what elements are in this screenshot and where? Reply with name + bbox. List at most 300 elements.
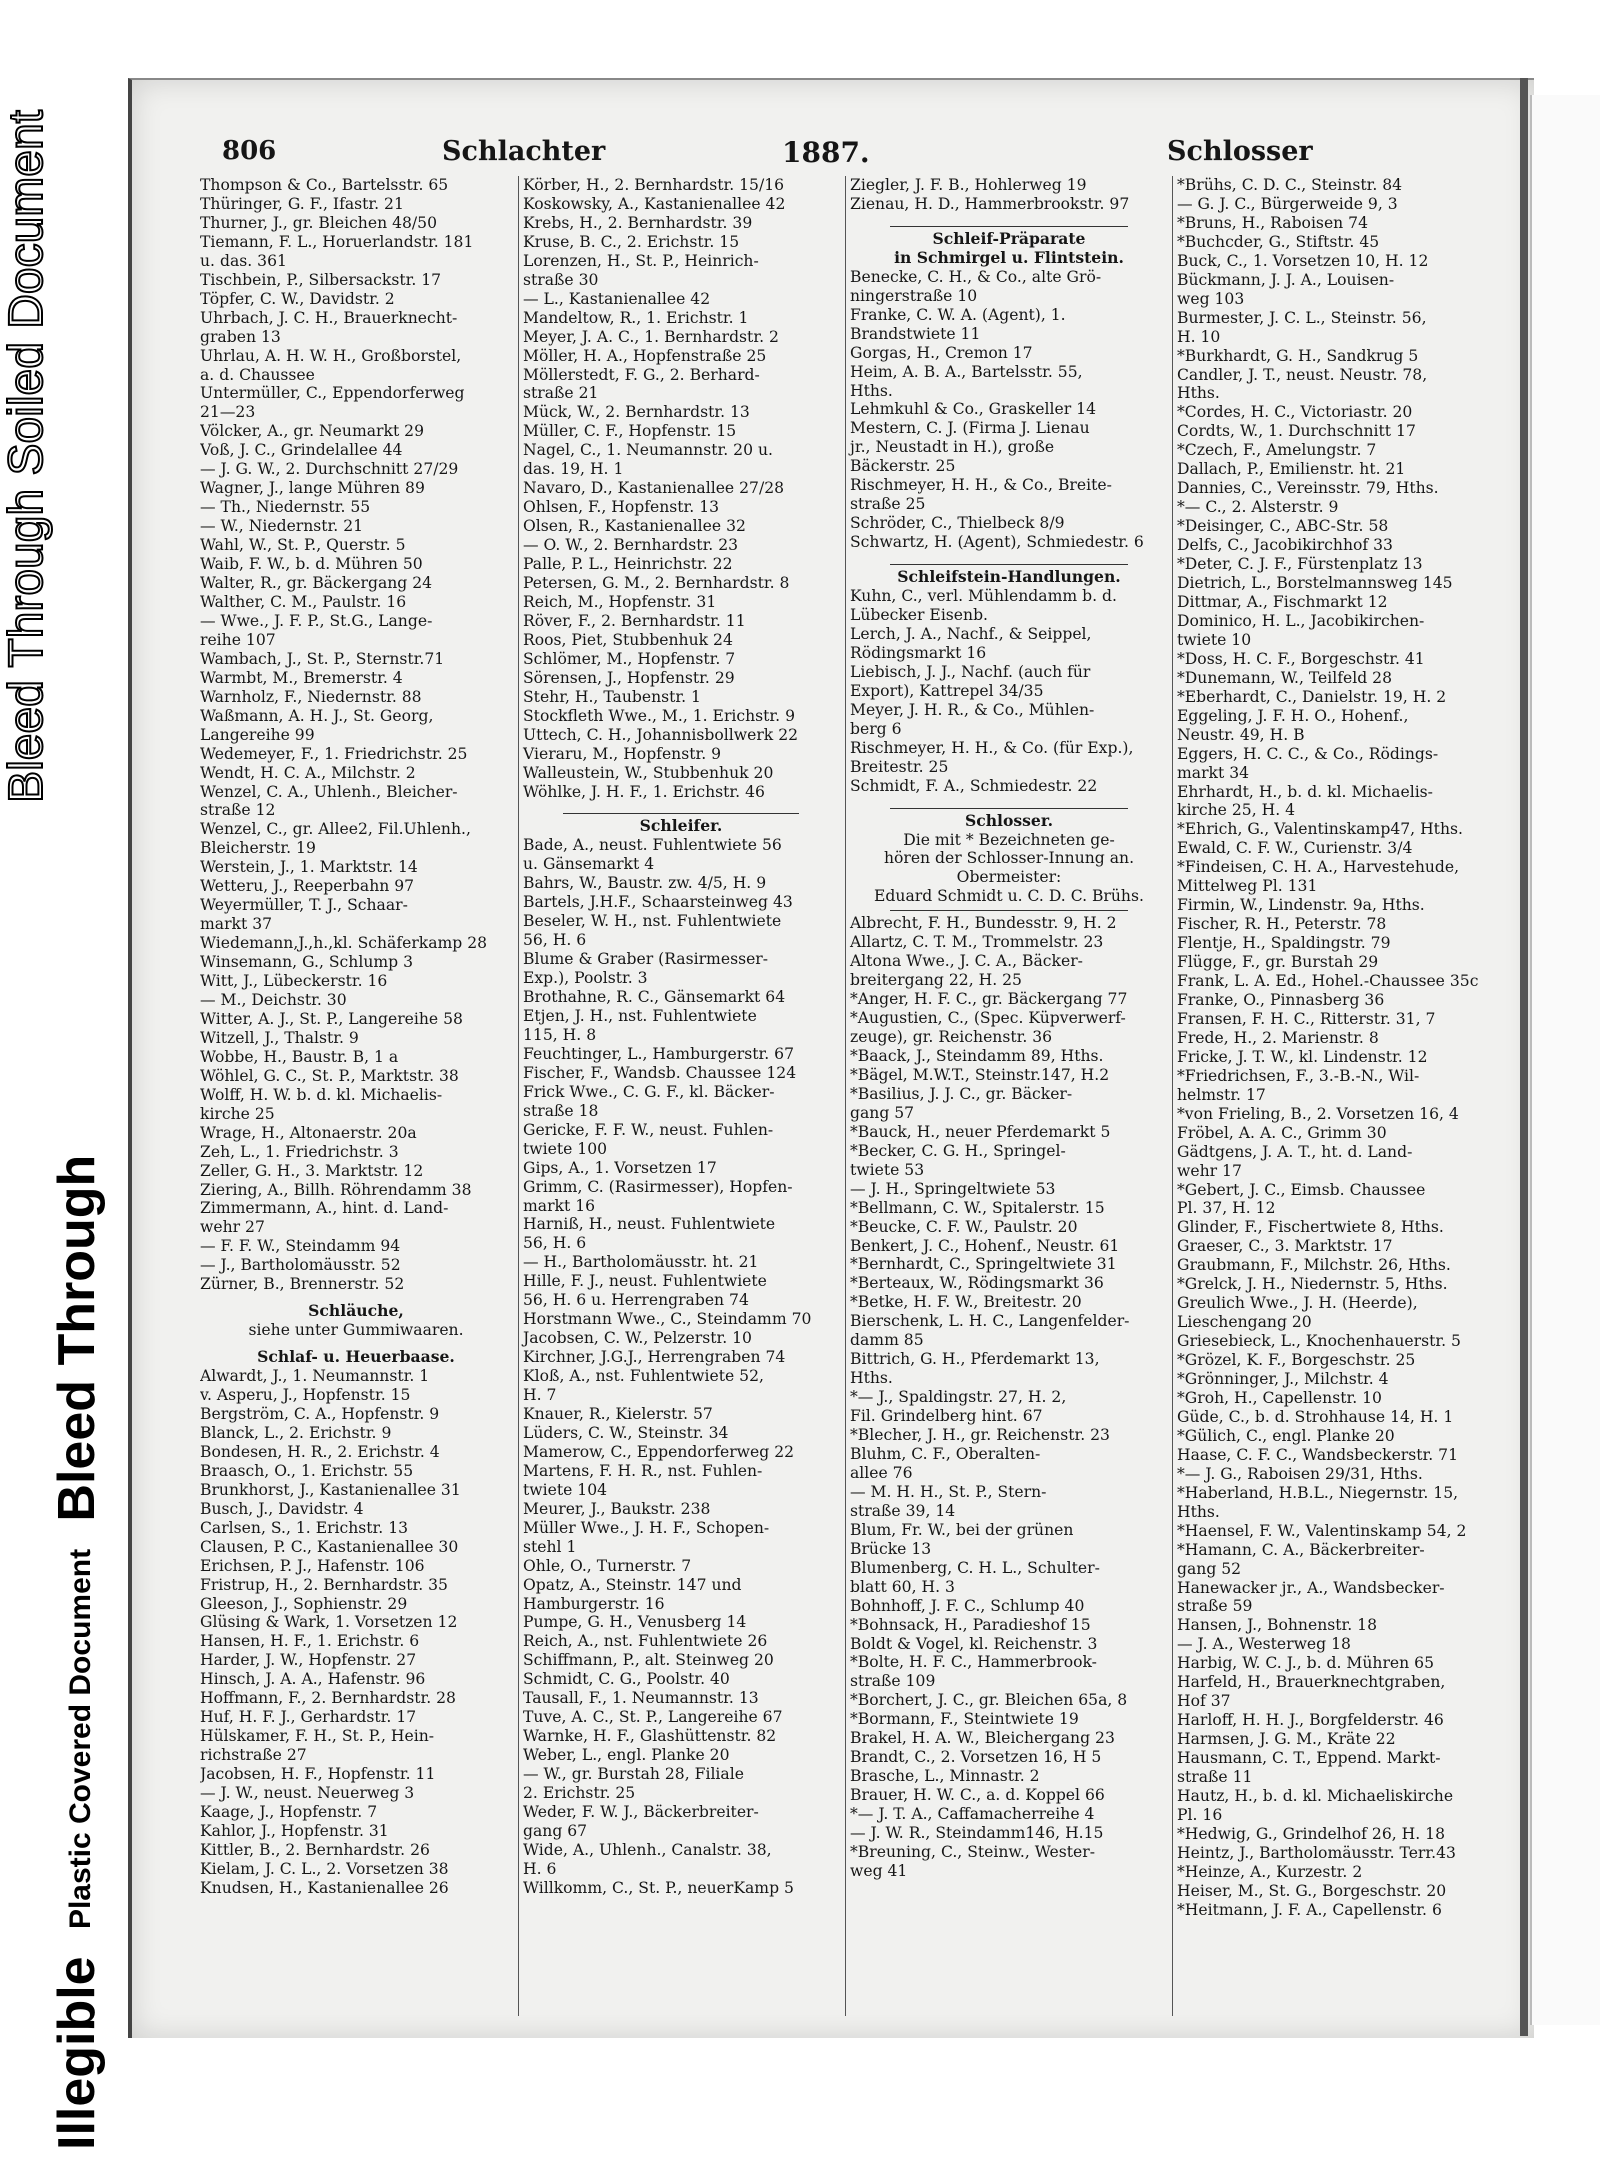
section-heading: Schlaf- u. Heuerbaase. (257, 1347, 455, 1367)
directory-entry: Langereihe 99 (200, 725, 315, 744)
directory-entry: Flentje, H., Spaldingstr. 79 (1177, 934, 1391, 953)
directory-entry: *— J., Spaldingstr. 27, H. 2, (850, 1388, 1067, 1407)
directory-entry: Rischmeyer, H. H., & Co., Breite- (850, 476, 1112, 495)
directory-entry: Untermüller, C., Eppendorferweg (200, 384, 465, 403)
directory-entry: Jacobsen, H. F., Hopfenstr. 11 (200, 1765, 436, 1784)
directory-entry: Brunkhorst, J., Kastanienallee 31 (200, 1480, 461, 1499)
stamp-line-illegible (47, 110, 106, 2150)
directory-entry: Knudsen, H., Kastanienallee 26 (200, 1878, 449, 1897)
directory-entry: Ohle, O., Turnerstr. 7 (523, 1556, 692, 1575)
directory-entry: Mamerow, C., Eppendorferweg 22 (523, 1442, 795, 1461)
directory-entry: Petersen, G. M., 2. Bernhardstr. 8 (523, 574, 790, 593)
directory-entry: Benkert, J. C., Hohenf., Neustr. 61 (850, 1236, 1120, 1255)
directory-entry: *Bägel, M.W.T., Steinstr.147, H.2 (850, 1065, 1110, 1084)
directory-entry: *Czech, F., Amelungstr. 7 (1177, 441, 1377, 460)
directory-entry: Hoffmann, F., 2. Bernhardstr. 28 (200, 1689, 456, 1708)
directory-entry: — J., Bartholomäusstr. 52 (200, 1256, 401, 1275)
directory-entry: Frick Wwe., C. G. F., kl. Bäcker- (523, 1082, 775, 1101)
directory-entry: Winsemann, G., Schlump 3 (200, 953, 414, 972)
directory-entry: *Hamann, C. A., Bäckerbreiter- (1177, 1540, 1425, 1559)
directory-entry: Schröder, C., Thielbeck 8/9 (850, 514, 1065, 533)
directory-entry: Graubmann, F., Milchstr. 26, Hths. (1177, 1256, 1451, 1275)
directory-entry: Olsen, R., Kastanienallee 32 (523, 517, 746, 536)
directory-entry: Bittrich, G. H., Pferdemarkt 13, (850, 1350, 1100, 1369)
directory-entry: Zeh, L., 1. Friedrichstr. 3 (200, 1142, 399, 1161)
directory-entry: Export), Kattrepel 34/35 (850, 681, 1044, 700)
directory-entry: graben 13 (200, 327, 281, 346)
directory-entry: Kielam, J. C. L., 2. Vorsetzen 38 (200, 1859, 449, 1878)
directory-entry: Martens, F. H. R., nst. Fuhlen- (523, 1461, 763, 1480)
directory-entry: Warnholz, F., Niedernstr. 88 (200, 687, 422, 706)
directory-entry: *Groh, H., Capellenstr. 10 (1177, 1389, 1382, 1407)
directory-entry: *Eberhardt, C., Danielstr. 19, H. 2 (1177, 687, 1447, 706)
directory-entry: Brandstwiete 11 (850, 324, 981, 343)
directory-entry: Delfs, C., Jacobikirchhof 33 (1177, 536, 1393, 555)
directory-entry: Waib, F. W., b. d. Mühren 50 (200, 555, 423, 574)
directory-entry: *Grözel, K. F., Borgeschstr. 25 (1177, 1351, 1416, 1370)
directory-entry: *Bernhardt, C., Springeltwiete 31 (850, 1255, 1117, 1274)
directory-entry: Gleeson, J., Sophienstr. 29 (200, 1594, 408, 1613)
directory-entry: Hinsch, J. A. A., Hafenstr. 96 (200, 1670, 426, 1689)
directory-entry: Breitestr. 25 (850, 757, 949, 776)
directory-entry: das. 19, H. 1 (523, 460, 624, 479)
next-page-gutter (1530, 95, 1600, 2025)
directory-entry: Bade, A., neust. Fuhlentwiete 56 (523, 836, 782, 855)
directory-entry: Brakel, H. A. W., Bleichergang 23 (850, 1729, 1115, 1748)
directory-entry: *Burkhardt, G. H., Sandkrug 5 (1177, 346, 1419, 365)
directory-entry: H. 7 (523, 1386, 557, 1405)
directory-entry: Wedemeyer, F., 1. Friedrichstr. 25 (200, 744, 468, 763)
directory-entry: *Beucke, C. F. W., Paulstr. 20 (850, 1217, 1078, 1236)
directory-entry: Hths. (1177, 1502, 1220, 1521)
directory-entry: Allartz, C. T. M., Trommelstr. 23 (850, 933, 1104, 952)
directory-entry: Voß, J. C., Grindelallee 44 (200, 441, 403, 460)
stamp-bleed-through-bold: Bleed Through (47, 1154, 106, 1522)
directory-entry: Harniß, H., neust. Fuhlentwiete (523, 1215, 776, 1234)
directory-entry: Brandt, C., 2. Vorsetzen 16, H 5 (850, 1748, 1102, 1767)
directory-entry: kirche 25 (200, 1104, 275, 1123)
directory-entry: *Berteaux, W., Rödingsmarkt 36 (850, 1274, 1104, 1293)
directory-entry: Weder, F. W. J., Bäckerbreiter- (523, 1803, 759, 1822)
directory-entry: *von Frieling, B., 2. Vorsetzen 16, 4 (1177, 1104, 1459, 1123)
directory-entry: Nagel, C., 1. Neumannstr. 20 u. (523, 441, 773, 460)
column-2 (518, 176, 839, 2016)
directory-entry: stehl 1 (523, 1537, 577, 1556)
directory-entry: Thompson & Co., Bartelsstr. 65 (200, 176, 449, 194)
directory-columns (200, 176, 1522, 2016)
directory-entry: straße 109 (850, 1672, 936, 1691)
directory-entry: Möllerstedt, F. G., 2. Berhard- (523, 365, 760, 384)
directory-entry: — W., gr. Burstah 28, Filiale (523, 1765, 744, 1784)
directory-entry: Opatz, A., Steinstr. 147 und (523, 1575, 742, 1594)
directory-entry: jr., Neustadt in H.), große (850, 438, 1055, 457)
directory-entry: Schiffmann, P., alt. Steinweg 20 (523, 1651, 774, 1670)
directory-entry: Harder, J. W., Hopfenstr. 27 (200, 1651, 417, 1670)
directory-entry: straße 21 (523, 384, 599, 403)
directory-entry: Navaro, D., Kastanienallee 27/28 (523, 479, 785, 498)
directory-entry: Fischer, F., Wandsb. Chaussee 124 (523, 1063, 797, 1082)
directory-entry: Ziering, A., Billh. Röhrendamm 38 (200, 1180, 472, 1199)
directory-entry: Koskowsky, A., Kastanienallee 42 (523, 194, 786, 213)
directory-entry: Zürner, B., Brennerstr. 52 (200, 1275, 405, 1294)
directory-entry: Dallach, P., Emilienstr. ht. 21 (1177, 460, 1406, 479)
directory-entry: Uhrlau, A. H. W. H., Großborstel, (200, 346, 462, 365)
directory-entry: — J. G. W., 2. Durchschnitt 27/29 (200, 460, 459, 479)
directory-entry: Bleicherstr. 19 (200, 839, 316, 858)
column-3 (845, 176, 1168, 2016)
directory-entry: — M., Deichstr. 30 (200, 990, 347, 1009)
directory-entry: Körber, H., 2. Bernhardstr. 15/16 (523, 176, 785, 194)
spacer (523, 801, 839, 809)
directory-entry: Candler, J. T., neust. Neustr. 78, (1177, 365, 1428, 384)
directory-entry: Walter, R., gr. Bäckergang 24 (200, 574, 433, 593)
directory-entry: Zimmermann, A., hint. d. Land- (200, 1199, 449, 1218)
directory-entry: Brasche, L., Minnastr. 2 (850, 1767, 1040, 1786)
directory-entry: Exp.), Poolstr. 3 (523, 969, 648, 988)
directory-entry: *Breuning, C., Steinw., Wester- (850, 1843, 1095, 1862)
directory-entry: Lorenzen, H., St. P., Heinrich- (523, 251, 759, 270)
directory-entry: Clausen, P. C., Kastanienallee 30 (200, 1537, 459, 1556)
directory-entry: Blumenberg, C. H. L., Schulter- (850, 1558, 1100, 1577)
directory-entry: Weyermüller, T. J., Schaar- (200, 896, 408, 915)
directory-entry: Schwartz, H. (Agent), Schmiedestr. 6 (850, 533, 1144, 552)
directory-entry: 56, H. 6 u. Herrengraben 74 (523, 1291, 749, 1310)
directory-entry: wehr 17 (1177, 1161, 1242, 1180)
directory-entry: Boldt & Vogel, kl. Reichenstr. 3 (850, 1634, 1098, 1653)
directory-entry: *Dunemann, W., Teilfeld 28 (1177, 668, 1393, 687)
directory-entry: Walleustein, W., Stubbenhuk 20 (523, 763, 774, 782)
section-rule (890, 910, 1128, 911)
directory-entry: 2. Erichstr. 25 (523, 1784, 636, 1803)
directory-entry: Müller, C. F., Hopfenstr. 15 (523, 422, 737, 441)
directory-entry: Graeser, C., 3. Marktstr. 17 (1177, 1237, 1393, 1256)
directory-entry: Erichsen, P. J., Hafenstr. 106 (200, 1556, 425, 1575)
directory-entry: Pl. 37, H. 12 (1177, 1199, 1276, 1218)
directory-entry: richstraße 27 (200, 1746, 307, 1765)
directory-entry: — J. W., neust. Neuerweg 3 (200, 1784, 415, 1803)
directory-entry: *Bruns, H., Raboisen 74 (1177, 213, 1369, 232)
directory-entry: Bondesen, H. R., 2. Erichstr. 4 (200, 1442, 440, 1461)
directory-entry: Eggers, H. C. C., & Co., Rödings- (1177, 744, 1439, 763)
directory-entry: Völcker, A., gr. Neumarkt 29 (200, 422, 425, 441)
section-heading: Schleifer. (639, 816, 723, 836)
directory-entry: a. d. Chaussee (200, 365, 315, 384)
directory-entry: Meyer, J. H. R., & Co., Mühlen- (850, 700, 1095, 719)
directory-entry: *Haberland, H.B.L., Niegernstr. 15, (1177, 1483, 1459, 1502)
directory-entry: Hille, F. J., neust. Fuhlentwiete (523, 1272, 767, 1291)
directory-entry: Knauer, R., Kielerstr. 57 (523, 1405, 713, 1423)
spacer (850, 214, 1168, 222)
directory-entry: Wambach, J., St. P., Sternstr.71 (200, 649, 445, 668)
directory-entry: Zienau, H. D., Hammerbrookstr. 97 (850, 194, 1130, 213)
directory-entry: Griesebieck, L., Knochenhauerstr. 5 (1177, 1332, 1461, 1351)
directory-entry: *Doss, H. C. F., Borgeschstr. 41 (1177, 649, 1425, 668)
directory-entry: Blum, Fr. W., bei der grünen (850, 1520, 1074, 1539)
directory-entry: Lüders, C. W., Steinstr. 34 (523, 1423, 729, 1442)
directory-entry: Bartels, J.H.F., Schaarsteinweg 43 (523, 893, 793, 912)
directory-entry: twiete 100 (523, 1139, 608, 1158)
directory-entry: Franke, C. W. A. (Agent), 1. (850, 305, 1066, 324)
directory-entry: Blanck, L., 2. Erichstr. 9 (200, 1423, 392, 1442)
directory-entry: u. das. 361 (200, 251, 287, 270)
directory-entry: Fil. Grindelberg hint. 67 (850, 1407, 1043, 1426)
directory-entry: — Th., Niedernstr. 55 (200, 498, 371, 517)
directory-entry: H. 6 (523, 1859, 557, 1878)
directory-entry: markt 34 (1177, 763, 1250, 782)
directory-entry: Wenzel, C., gr. Allee2, Fil.Uhlenh., (200, 820, 471, 839)
spacer (850, 796, 1168, 804)
running-title-left: Schlachter (442, 136, 606, 167)
directory-entry: *Buchcder, G., Stiftstr. 45 (1177, 232, 1380, 251)
directory-entry: Bluhm, C. F., Oberalten- (850, 1445, 1041, 1463)
directory-entry: *Basilius, J. J. C., gr. Bäcker- (850, 1084, 1073, 1103)
page-edge (1520, 78, 1528, 2036)
directory-entry: Hautz, H., b. d. kl. Michaeliskirche (1177, 1787, 1454, 1806)
directory-entry: Meyer, J. A. C., 1. Bernhardstr. 2 (523, 327, 779, 346)
directory-entry: Mandeltow, R., 1. Erichstr. 1 (523, 308, 749, 327)
directory-entry: Müller Wwe., J. H. F., Schopen- (523, 1518, 770, 1537)
directory-entry: Bierschenk, L. H. C., Langenfelder- (850, 1312, 1130, 1331)
directory-entry: weg 103 (1177, 289, 1245, 308)
section-heading: Schleif-Präparate (932, 228, 1086, 248)
directory-entry: Frede, H., 2. Marienstr. 8 (1177, 1028, 1379, 1047)
directory-entry: Braasch, O., 1. Erichstr. 55 (200, 1461, 414, 1480)
directory-entry: Mittelweg Pl. 131 (1177, 877, 1318, 896)
directory-entry: Wiedemann,J.,h.,kl. Schäferkamp 28 (200, 934, 488, 953)
directory-entry: Benecke, C. H., & Co., alte Grö- (850, 267, 1102, 286)
directory-entry: 21—23 (200, 403, 256, 422)
directory-entry: Dittmar, A., Fischmarkt 12 (1177, 592, 1388, 611)
directory-entry: Bergström, C. A., Hopfenstr. 9 (200, 1405, 440, 1423)
section-note: siehe unter Gummiwaaren. (248, 1321, 464, 1340)
directory-entry: twiete 104 (523, 1480, 608, 1499)
directory-entry: — M. H. H., St. P., Stern- (850, 1482, 1047, 1501)
directory-entry: Fransen, F. H. C., Ritterstr. 31, 7 (1177, 1009, 1436, 1028)
directory-entry: *Deisinger, C., ABC-Str. 58 (1177, 517, 1389, 536)
directory-entry: — J. H., Springeltwiete 53 (850, 1179, 1056, 1198)
running-title-right: Schlosser (1167, 136, 1313, 167)
directory-entry: Hamburgerstr. 16 (523, 1594, 665, 1613)
directory-entry: Pumpe, G. H., Venusberg 14 (523, 1613, 747, 1632)
directory-entry: *Gülich, C., engl. Planke 20 (1177, 1426, 1395, 1445)
directory-entry: Dietrich, L., Borstelmannsweg 145 (1177, 574, 1453, 593)
directory-entry: *Bohnsack, H., Paradieshof 15 (850, 1615, 1091, 1634)
directory-entry: *Anger, H. F. C., gr. Bäckergang 77 (850, 990, 1128, 1009)
directory-entry: *Borchert, J. C., gr. Bleichen 65a, 8 (850, 1691, 1128, 1710)
directory-entry: straße 39, 14 (850, 1501, 956, 1520)
directory-entry: straße 25 (850, 495, 926, 514)
directory-entry: Weber, L., engl. Planke 20 (523, 1746, 730, 1765)
directory-entry: Ziegler, J. F. B., Hohlerweg 19 (850, 176, 1087, 194)
section-note: Eduard Schmidt u. C. D. C. Brühs. (874, 887, 1144, 906)
directory-entry: Thüringer, G. F., Ifastr. 21 (200, 194, 404, 213)
directory-entry: twiete 53 (850, 1160, 925, 1179)
directory-entry: Schlömer, M., Hopfenstr. 7 (523, 649, 736, 668)
directory-entry: Hths. (850, 1369, 893, 1388)
directory-entry: Bückmann, J. J. A., Louisen- (1177, 270, 1395, 289)
directory-entry: damm 85 (850, 1331, 924, 1350)
directory-entry: Witzell, J., Thalstr. 9 (200, 1028, 359, 1047)
directory-entry: Werstein, J., 1. Marktstr. 14 (200, 858, 418, 877)
directory-entry: *Becker, C. G. H., Springel- (850, 1141, 1066, 1160)
directory-entry: kirche 25, H. 4 (1177, 801, 1296, 820)
directory-entry: Altona Wwe., J. C. A., Bäcker- (850, 952, 1083, 971)
directory-entry: Glüsing & Wark, 1. Vorsetzen 12 (200, 1613, 458, 1632)
directory-entry: — W., Niedernstr. 21 (200, 517, 364, 536)
section-heading: Schlosser. (964, 810, 1054, 830)
directory-entry: Waßmann, A. H. J., St. Georg, (200, 706, 434, 725)
directory-entry: Hof 37 (1177, 1692, 1231, 1711)
directory-entry: markt 37 (200, 915, 273, 934)
directory-entry: Hansen, J., Bohnenstr. 18 (1177, 1616, 1378, 1635)
stamp-plastic-covered: Plastic Covered Document (63, 1548, 97, 1930)
directory-entry: wehr 27 (200, 1218, 265, 1237)
page-year: 1887. (782, 136, 870, 169)
section-heading: Schläuche, (308, 1301, 404, 1321)
stamp-soiled-document: Soiled Document (0, 110, 53, 476)
directory-entry: Wobbe, H., Baustr. B, 1 a (200, 1047, 399, 1066)
stamp-illegible: Illegible (47, 1956, 106, 2150)
directory-entry: gang 67 (523, 1821, 588, 1840)
directory-entry: *— J. G., Raboisen 29/31, Hths. (1177, 1464, 1423, 1483)
directory-entry: — G. J. C., Bürgerweide 9, 3 (1177, 194, 1398, 213)
directory-entry: Witter, A. J., St. P., Langereihe 58 (200, 1009, 463, 1028)
directory-entry: helmstr. 17 (1177, 1085, 1266, 1104)
directory-entry: berg 6 (850, 719, 902, 738)
directory-entry: 56, H. 6 (523, 931, 587, 950)
directory-entry: Brücke 13 (850, 1539, 932, 1558)
directory-entry: straße 59 (1177, 1597, 1253, 1616)
directory-entry: Ewald, C. F. W., Curienstr. 3/4 (1177, 839, 1413, 858)
directory-entry: u. Gänsemarkt 4 (523, 855, 655, 874)
directory-entry: Hths. (850, 381, 893, 400)
directory-entry: Warnke, H. F., Glashüttenstr. 82 (523, 1727, 777, 1746)
directory-entry: *Cordes, H. C., Victoriastr. 20 (1177, 403, 1413, 422)
directory-entry: Kaage, J., Hopfenstr. 7 (200, 1803, 378, 1822)
directory-entry: Wöhlke, J. H. F., 1. Erichstr. 46 (523, 782, 765, 801)
directory-entry: Pl. 16 (1177, 1805, 1223, 1824)
directory-entry: Wendt, H. C. A., Milchstr. 2 (200, 763, 416, 782)
directory-entry: Kirchner, J.G.J., Herrengraben 74 (523, 1348, 786, 1367)
directory-entry: Meurer, J., Baukstr. 238 (523, 1499, 711, 1518)
directory-entry: Uhrbach, J. C. H., Brauerknecht- (200, 308, 458, 327)
directory-entry: — J. A., Westerweg 18 (1177, 1635, 1351, 1654)
directory-entry: Kloß, A., nst. Fuhlentwiete 52, (523, 1367, 764, 1386)
directory-entry: Vieraru, M., Hopfenstr. 9 (523, 744, 722, 763)
directory-entry: Tischbein, P., Silbersackstr. 17 (200, 270, 442, 289)
directory-entry: *Baack, J., Steindamm 89, Hths. (850, 1046, 1104, 1065)
directory-entry: Neustr. 49, H. B (1177, 725, 1305, 744)
directory-entry: Harfeld, H., Brauerknechtgraben, (1177, 1673, 1446, 1692)
directory-entry: Ohlsen, F., Hopfenstr. 13 (523, 498, 720, 517)
directory-entry: Liebisch, J. J., Nachf. (auch für (850, 662, 1091, 681)
directory-entry: Wolff, H. W. b. d. kl. Michaelis- (200, 1085, 443, 1104)
directory-entry: Kahlor, J., Hopfenstr. 31 (200, 1821, 389, 1840)
directory-entry: Fristrup, H., 2. Bernhardstr. 35 (200, 1575, 448, 1594)
directory-entry: *Bolte, H. F. C., Hammerbrook- (850, 1653, 1097, 1672)
directory-entry: Glinder, F., Fischertwiete 8, Hths. (1177, 1218, 1444, 1237)
directory-entry: Uttech, C. H., Johannisbollwerk 22 (523, 725, 799, 744)
directory-entry: Gädtgens, J. A. T., ht. d. Land- (1177, 1142, 1413, 1161)
directory-entry: Stockfleth Wwe., M., 1. Erichstr. 9 (523, 706, 796, 725)
directory-entry: — Wwe., J. F. P., St.G., Lange- (200, 611, 433, 630)
directory-entry: markt 16 (523, 1196, 596, 1215)
directory-entry: Hanewacker jr., A., Wandsbecker- (1177, 1578, 1445, 1597)
directory-entry: *— C., 2. Alsterstr. 9 (1177, 498, 1339, 517)
directory-entry: *Heinze, A., Kurzestr. 2 (1177, 1862, 1363, 1881)
directory-entry: Roos, Piet, Stubbenhuk 24 (523, 630, 733, 649)
directory-entry: Wide, A., Uhlenh., Canalstr. 38, (523, 1840, 772, 1859)
directory-entry: gang 52 (1177, 1559, 1242, 1578)
directory-entry: Horstmann Wwe., C., Steindamm 70 (523, 1310, 812, 1329)
section-note: Die mit * Bezeichneten ge- (903, 830, 1115, 849)
directory-entry: Gericke, F. F. W., neust. Fuhlen- (523, 1120, 774, 1139)
spacer (850, 552, 1168, 560)
directory-entry: Flügge, F., gr. Burstah 29 (1177, 953, 1379, 972)
directory-entry: blatt 60, H. 3 (850, 1577, 955, 1596)
directory-entry: *Deter, C. J. F., Fürstenplatz 13 (1177, 555, 1423, 574)
directory-entry: Warmbt, M., Bremerstr. 4 (200, 668, 403, 687)
directory-entry: Gorgas, H., Cremon 17 (850, 343, 1033, 362)
directory-entry: Wahl, W., St. P., Querstr. 5 (200, 536, 406, 555)
directory-entry: straße 30 (523, 270, 599, 289)
directory-entry: Walther, C. M., Paulstr. 16 (200, 592, 407, 611)
section-rule (890, 226, 1128, 227)
directory-entry: allee 76 (850, 1463, 913, 1482)
directory-entry: *Heitmann, J. F. A., Capellenstr. 6 (1177, 1900, 1442, 1919)
directory-entry: Güde, C., b. d. Strohhause 14, H. 1 (1177, 1407, 1454, 1426)
directory-entry: Jacobsen, C. W., Pelzerstr. 10 (523, 1329, 752, 1348)
directory-entry: Lübecker Eisenb. (850, 606, 989, 625)
directory-entry: Lerch, J. A., Nachf., & Seippel, (850, 624, 1092, 643)
directory-entry: Wrage, H., Altonaerstr. 20a (200, 1123, 417, 1142)
directory-entry: Reich, M., Hopfenstr. 31 (523, 592, 717, 611)
directory-entry: H. 10 (1177, 327, 1221, 346)
directory-entry: Lehmkuhl & Co., Graskeller 14 (850, 400, 1096, 419)
stamp-bleed-through: Bleed Through (0, 488, 53, 803)
directory-entry: zeuge), gr. Reichenstr. 36 (850, 1028, 1053, 1047)
section-heading: Schleifstein-Handlungen. (897, 567, 1121, 587)
directory-entry: Fischer, R. H., Peterstr. 78 (1177, 915, 1387, 934)
directory-entry: Möller, H. A., Hopfenstraße 25 (523, 346, 767, 365)
section-note: hören der Schlosser-Innung an. (883, 849, 1135, 868)
directory-entry: Witt, J., Lübeckerstr. 16 (200, 972, 388, 991)
directory-entry: — L., Kastanienallee 42 (523, 289, 711, 308)
directory-entry: v. Asperu, J., Hopfenstr. 15 (200, 1386, 411, 1405)
directory-entry: straße 12 (200, 801, 276, 820)
directory-entry: Firmin, W., Lindenstr. 9a, Hths. (1177, 896, 1425, 915)
directory-entry: Brothahne, R. C., Gänsemarkt 64 (523, 988, 786, 1007)
directory-entry: Alwardt, J., 1. Neumannstr. 1 (200, 1367, 430, 1386)
section-rule (890, 808, 1128, 809)
directory-entry: *Findeisen, C. H. A., Harvestehude, (1177, 858, 1460, 877)
directory-entry: Feuchtinger, L., Hamburgerstr. 67 (523, 1044, 794, 1063)
directory-entry: Fricke, J. T. W., kl. Lindenstr. 12 (1177, 1047, 1428, 1066)
directory-entry: Tuve, A. C., St. P., Langereihe 67 (523, 1708, 783, 1727)
directory-entry: Burmester, J. C. L., Steinstr. 56, (1177, 308, 1427, 327)
directory-entry: Stehr, H., Taubenstr. 1 (523, 687, 701, 706)
directory-entry: Thurner, J., gr. Bleichen 48/50 (200, 213, 438, 232)
margin-stamp-rotated (0, 110, 105, 2150)
directory-entry: — O. W., 2. Bernhardstr. 23 (523, 536, 739, 555)
section-note: Obermeister: (956, 868, 1062, 887)
directory-entry: Schmidt, F. A., Schmiedestr. 22 (850, 776, 1098, 795)
directory-entry: *Blecher, J. H., gr. Reichenstr. 23 (850, 1426, 1110, 1445)
directory-entry: Harloff, H. H. J., Borgfelderstr. 46 (1177, 1711, 1444, 1730)
directory-entry: Krebs, H., 2. Bernhardstr. 39 (523, 213, 753, 232)
directory-entry: Kittler, B., 2. Bernhardstr. 26 (200, 1840, 430, 1859)
column-1 (200, 176, 512, 2016)
